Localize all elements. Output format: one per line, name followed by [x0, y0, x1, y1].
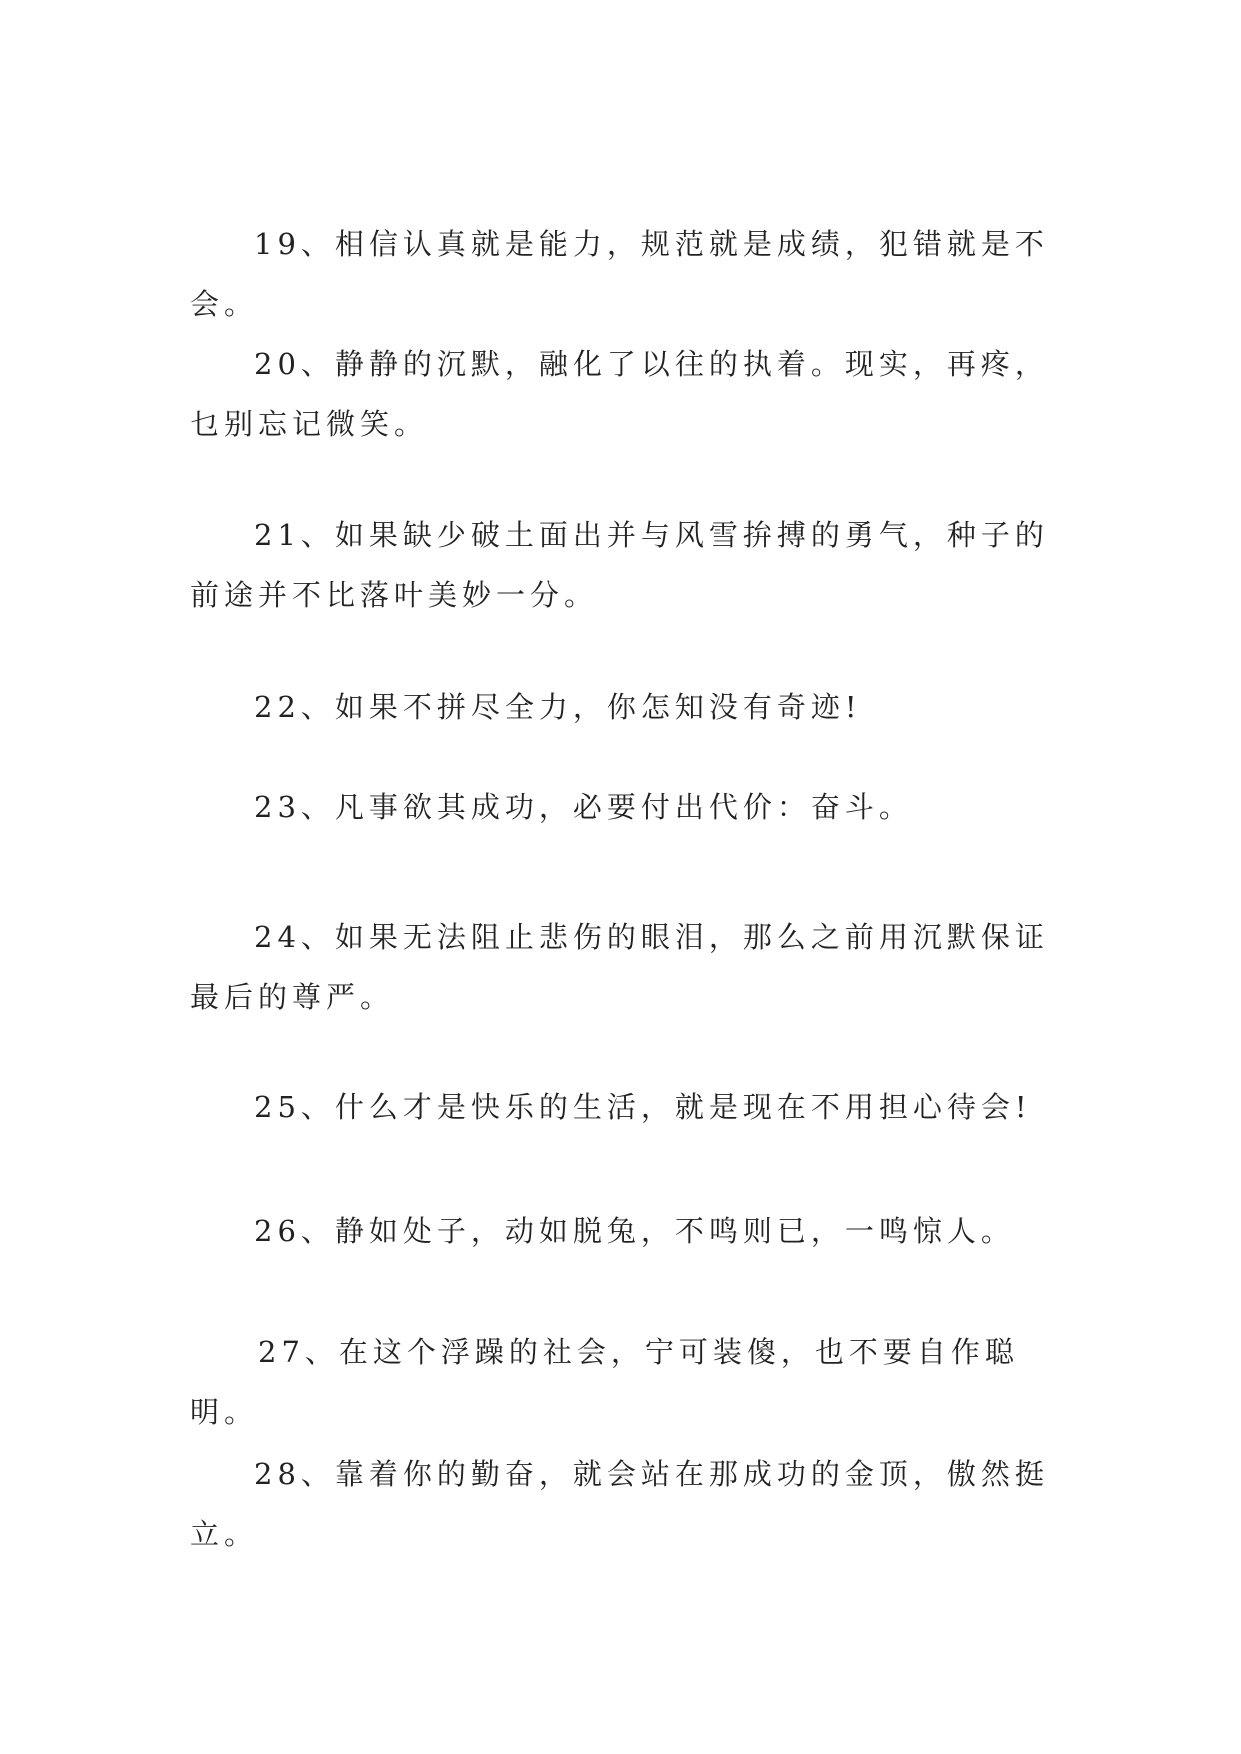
paragraph-21: 21、如果缺少破土面出并与风雪拚搏的勇气，种子的前途并不比落叶美妙一分。 — [190, 518, 1049, 612]
paragraph-20: 20、静静的沉默，融化了以往的执着。现实，再疼，乜别忘记微笑。 — [190, 347, 1049, 441]
paragraph-28: 28、靠着你的勤奋，就会站在那成功的金顶，傲然挺立。 — [190, 1457, 1049, 1551]
paragraph-25: 25、什么才是快乐的生活，就是现在不用担心待会! — [254, 1090, 1032, 1124]
paragraph-23: 23、凡事欲其成功，必要付出代价：奋斗。 — [254, 790, 913, 824]
paragraph-26: 26、静如处子，动如脱兔，不鸣则已，一鸣惊人。 — [254, 1214, 1015, 1248]
paragraph-27: 27、在这个浮躁的社会，宁可装傻，也不要自作聪明。 — [190, 1335, 1019, 1429]
paragraph-24: 24、如果无法阻止悲伤的眼泪，那么之前用沉默保证最后的尊严。 — [190, 920, 1049, 1014]
paragraph-22: 22、如果不拼尽全力，你怎知没有奇迹! — [254, 690, 862, 724]
paragraph-19: 19、相信认真就是能力，规范就是成绩，犯错就是不会。 — [190, 227, 1049, 321]
